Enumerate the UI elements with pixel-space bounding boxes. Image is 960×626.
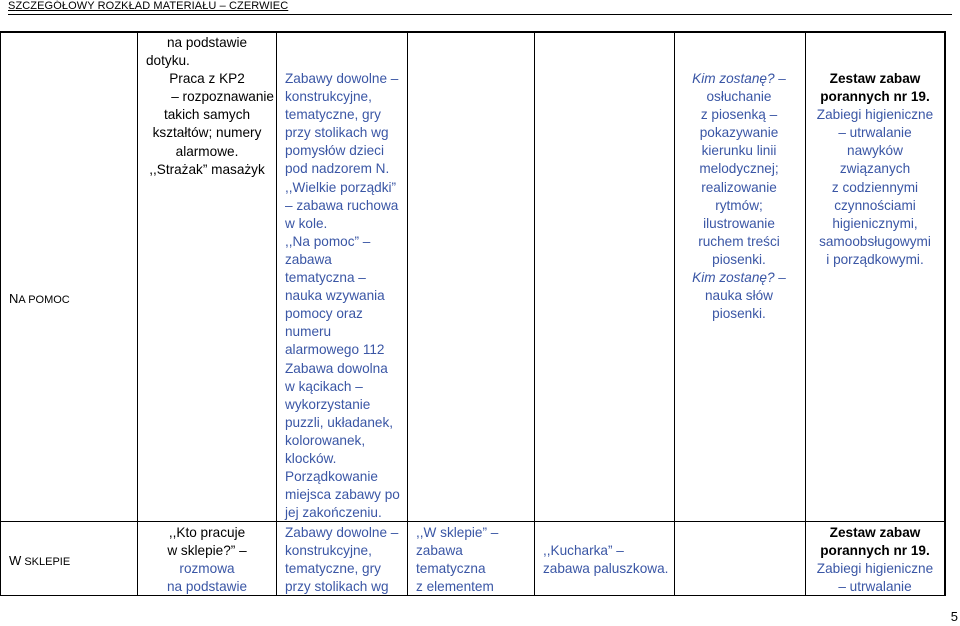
text-line: wykorzystanie [285, 396, 371, 412]
text-line: takich samych [163, 107, 251, 123]
column-divider [674, 31, 675, 596]
text-line: tematyczne, gry [285, 107, 381, 123]
text-line: konstrukcyjne, [285, 89, 372, 105]
row-label-na-pomoc: NA POMOC [9, 291, 70, 306]
text-line: ,,Strażak” masażyk [149, 161, 265, 177]
text-line: Zabiegi higieniczne [816, 107, 934, 123]
text-line: samoobsługowymi [819, 233, 931, 249]
text-line: piosenki. [712, 306, 766, 322]
text-line: klocków. [285, 450, 337, 466]
text-line: czynnościami [834, 197, 916, 213]
text-line: tematyczna – [285, 270, 366, 286]
text-line: kierunku linii [701, 143, 777, 159]
text-line: – utrwalanie [838, 579, 912, 595]
text-line: Porządkowanie [285, 469, 378, 485]
text-line: tematyczne, gry [285, 561, 381, 577]
text-line: i porządkowymi. [826, 251, 924, 267]
schedule-table [0, 31, 945, 596]
text-line: związanych [839, 161, 911, 177]
text-line: z piosenką – [700, 107, 778, 123]
text-line: zabawa paluszkowa. [543, 561, 669, 577]
text-line: pokazywanie [699, 125, 779, 141]
text-line: w kole. [285, 215, 328, 231]
row-label-w-sklepie: W SKLEPIE [9, 553, 71, 568]
text-line: przy stolikach wg [285, 125, 389, 141]
header-title: ZCZEGÓŁOWY ROZKŁAD MATERIAŁU – CZERWIEC [15, 0, 289, 12]
text-line: w kącikach – [285, 378, 363, 394]
text-line: pomysłów dzieci [285, 143, 384, 159]
text-line: melodycznej; [699, 161, 779, 177]
text-line: tematyczna [416, 561, 486, 577]
text-line: nauka wzywania [285, 288, 385, 304]
text-line: rytmów; [715, 197, 763, 213]
text-line: przy stolikach wg [285, 579, 389, 595]
header-title-cap: S [8, 0, 16, 12]
text-line: zabawa [285, 251, 332, 267]
text-line: Kim zostanę? – [692, 270, 786, 286]
row1-activities-cell [140, 34, 274, 179]
table-border-left [0, 31, 1, 596]
text-line: osłuchanie [706, 89, 772, 105]
column-divider [276, 31, 277, 596]
text-line: ,,W sklepie” – [416, 525, 499, 540]
row2-free-play-cell [285, 524, 405, 596]
text-line: dotyku. [146, 53, 190, 69]
text-line: rozmowa [179, 561, 235, 577]
text-line: ,,Wielkie porządki” [285, 179, 397, 195]
text-line: – rozpoznawanie [171, 89, 274, 105]
text-line: higienicznymi, [832, 215, 918, 231]
row2-finger-play-cell [543, 542, 673, 578]
row2-role-play-cell [416, 524, 532, 596]
text-line: – utrwalanie [838, 125, 912, 141]
text-line: Zestaw zabaw [829, 525, 921, 540]
column-divider [534, 31, 535, 596]
page-number: 5 [950, 609, 958, 624]
text-line: pomocy oraz [285, 306, 363, 322]
text-line: porannych nr 19. [820, 89, 930, 105]
text-line: nauka słów [704, 288, 773, 304]
text-line: Zabawy dowolne – [285, 525, 399, 540]
text-line: alarmowego 112 [285, 342, 385, 358]
text-line: miejsca zabawy po [285, 487, 400, 503]
row1-routine-cell [807, 70, 943, 269]
text-line: pod nadzorem N. [285, 161, 390, 177]
text-line: z elementem [416, 579, 494, 595]
text-line: Zabiegi higieniczne [816, 561, 934, 577]
column-divider [137, 31, 138, 596]
text-line: Kim zostanę? – [692, 71, 786, 86]
table-border-top [0, 31, 946, 33]
text-line: numeru [285, 324, 332, 340]
row2-routine-cell [807, 524, 943, 596]
text-line: piosenki. [712, 251, 766, 267]
text-line: alarmowe. [175, 143, 239, 159]
text-line: kolorowanek, [285, 432, 366, 448]
row1-music-cell [676, 70, 802, 323]
table-border-right [944, 31, 946, 596]
document-header [8, 0, 288, 12]
text-line: puzzli, układanek, [285, 414, 394, 430]
text-line: ,,Kto pracuje [168, 525, 246, 540]
text-line: z codziennymi [831, 179, 919, 195]
column-divider [407, 31, 408, 596]
text-line: na podstawie [166, 35, 248, 50]
text-line: kształtów; numery [152, 125, 262, 141]
text-line: ,,Na pomoc” – [285, 233, 371, 249]
text-line: porannych nr 19. [820, 543, 930, 559]
text-line: ilustrowanie [703, 215, 775, 231]
text-line: ruchem treści [698, 233, 780, 249]
text-line: realizowanie [701, 179, 777, 195]
text-line: ,,Kucharka” – [543, 543, 624, 558]
text-line: Zabawa dowolna [285, 360, 388, 376]
text-line: jej zakończeniu. [285, 505, 382, 521]
text-line: Praca z KP2 [169, 71, 245, 87]
text-line: – zabawa ruchowa [285, 197, 399, 213]
text-line: na podstawie [166, 579, 248, 595]
header-rule [8, 14, 952, 15]
text-line: Zabawy dowolne – [285, 71, 399, 86]
text-line: Zestaw zabaw [829, 71, 921, 86]
row2-activities-cell [140, 524, 274, 596]
row-divider [0, 521, 946, 522]
text-line: w sklepie?” – [167, 543, 247, 559]
row1-free-play-cell [285, 70, 405, 522]
text-line: konstrukcyjne, [285, 543, 372, 559]
column-divider [805, 31, 806, 596]
text-line: nawyków [847, 143, 903, 159]
text-line: zabawa [416, 543, 463, 559]
